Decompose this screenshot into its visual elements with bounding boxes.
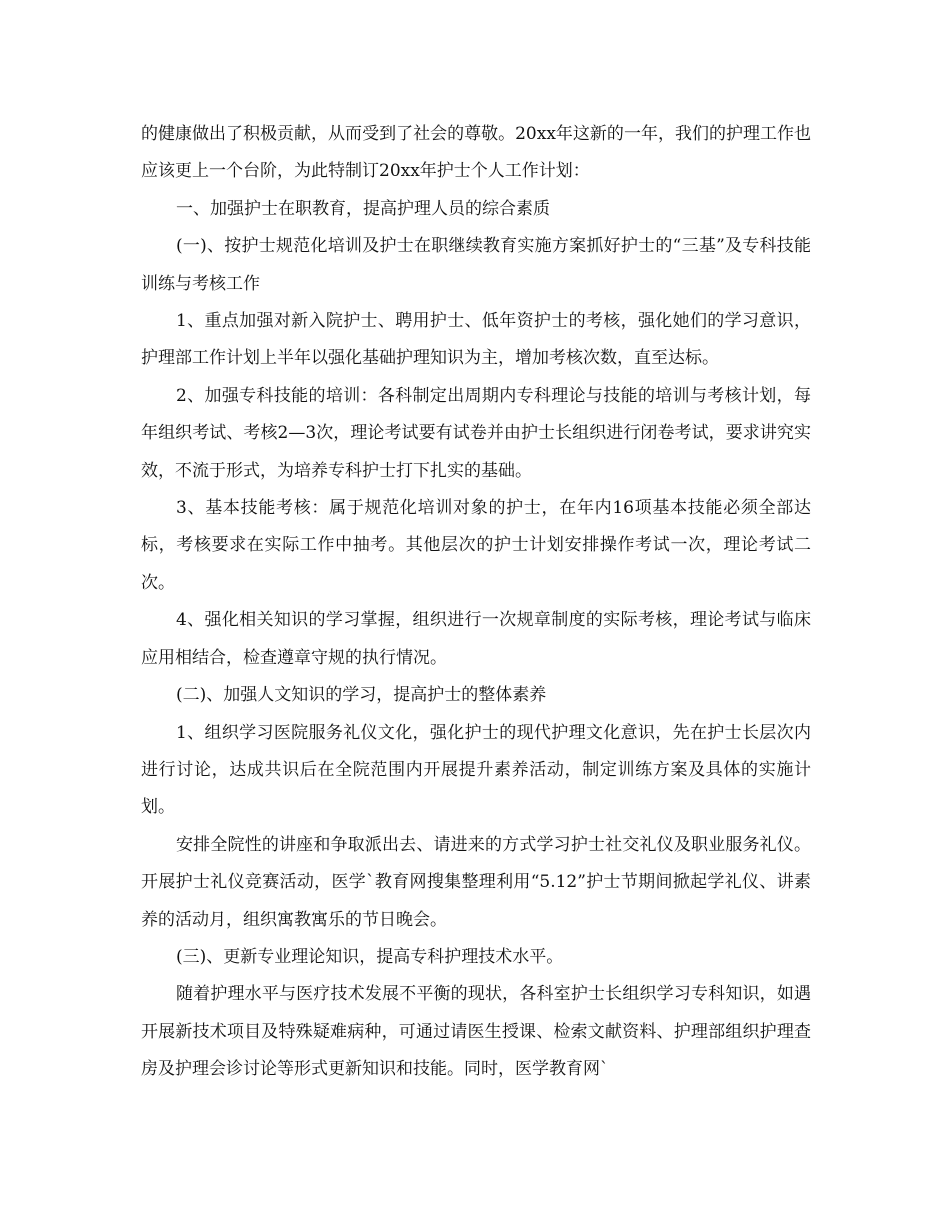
paragraph-item-3: 3、基本技能考核：属于规范化培训对象的护士，在年内16项基本技能必须全部达标，考核要求在实际工作中抽考。其他层次的护士计划安排操作考试一次，理论考试二次。 [141, 498, 811, 593]
paragraph-item-1: 1、重点加强对新入院护士、聘用护士、低年资护士的考核，强化她们的学习意识，护理部工作计划上半年以强化基础护理知识为主，增加考核次数，直至达标。 [141, 311, 811, 369]
document-page [141, 116, 811, 1089]
paragraph-update-knowledge: 随着护理水平与医疗技术发展不平衡的现状，各科室护士长组织学习专科知识，如遇开展新技术项目及特殊疑难病种，可通过请医生授课、检索文献资料、护理部组织护理查房及护理会诊讨论等形式更新知识和技能。同时，医学教育网` [141, 984, 811, 1080]
paragraph-item-4: 4、强化相关知识的学习掌握，组织进行一次规章制度的实际考核，理论考试与临床应用相结合，检查遵章守规的执行情况。 [141, 610, 811, 668]
section-heading-1: 一、加强护士在职教育，提高护理人员的综合素质 [176, 198, 550, 219]
paragraph-etiquette: 安排全院性的讲座和争取派出去、请进来的方式学习护士社交礼仪及职业服务礼仪。开展护士礼仪竞赛活动，医学`教育网搜集整理利用“5.12”护士节期间掀起学礼仪、讲素养的活动月，组织寓教寓乐的节日晚会。 [141, 834, 811, 930]
subsection-heading-2: (二)、加强人文知识的学习，提高护士的整体素养 [176, 685, 547, 706]
paragraph-item-2: 2、加强专科技能的培训：各科制定出周期内专科理论与技能的培训与考核计划，每年组织考试、考核2—3次，理论考试要有试卷并由护士长组织进行闭卷考试，要求讲究实效，不流于形式，为培养专科护士打下扎实的基础。 [141, 385, 811, 481]
paragraph-item-5: 1、组织学习医院服务礼仪文化，强化护士的现代护理文化意识，先在护士长层次内进行讨论，达成共识后在全院范围内开展提升素养活动，制定训练方案及具体的实施计划。 [141, 722, 811, 818]
subsection-heading-1: (一)、按护士规范化培训及护士在职继续教育实施方案抓好护士的“三基”及专科技能训练与考核工作 [141, 236, 811, 294]
subsection-heading-3: (三)、更新专业理论知识，提高专科护理技术水平。 [176, 946, 564, 967]
paragraph-intro: 的健康做出了积极贡献，从而受到了社会的尊敬。20xx年这新的一年，我们的护理工作也应该更上一个台阶，为此特制订20xx年护士个人工作计划： [141, 124, 811, 182]
